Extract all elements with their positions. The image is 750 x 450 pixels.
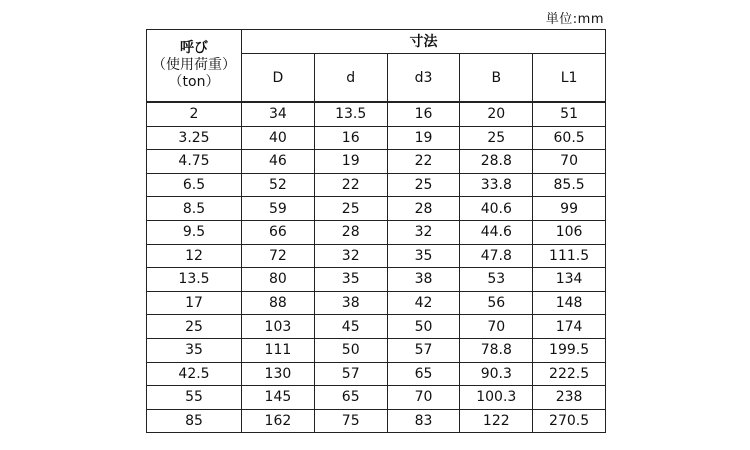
dimension-cell: 99 [533, 197, 606, 221]
dimension-cell: 100.3 [460, 386, 533, 410]
dimension-cell: 56 [460, 291, 533, 315]
dimension-table [146, 29, 606, 433]
load-cell: 42.5 [147, 362, 242, 386]
dimension-cell: 65 [387, 362, 460, 386]
load-cell: 13.5 [147, 268, 242, 292]
dimension-cell: 50 [314, 338, 387, 362]
table-row [147, 244, 606, 268]
dimension-cell: 34 [242, 102, 315, 126]
dimension-cell: 25 [460, 126, 533, 150]
dimension-cell: 32 [387, 220, 460, 244]
dimension-cell: 38 [314, 291, 387, 315]
dimension-cell: 85.5 [533, 173, 606, 197]
load-cell: 4.75 [147, 150, 242, 174]
dimension-cell: 35 [314, 268, 387, 292]
dimension-cell: 70 [533, 150, 606, 174]
dimension-cell: 51 [533, 102, 606, 126]
load-cell: 3.25 [147, 126, 242, 150]
column-header-d3: d3 [387, 54, 460, 103]
dimension-cell: 122 [460, 409, 533, 433]
table-body [147, 102, 606, 433]
load-cell: 8.5 [147, 197, 242, 221]
column-header-d: d [314, 54, 387, 103]
load-cell: 9.5 [147, 220, 242, 244]
dimension-cell: 75 [314, 409, 387, 433]
column-header-D: D [242, 54, 315, 103]
dimension-cell: 40.6 [460, 197, 533, 221]
dimension-cell: 80 [242, 268, 315, 292]
key-header-line3: （ton） [168, 73, 220, 90]
dimension-cell: 44.6 [460, 220, 533, 244]
dimension-cell: 148 [533, 291, 606, 315]
load-cell: 2 [147, 102, 242, 126]
dimension-cell: 111.5 [533, 244, 606, 268]
table-row [147, 338, 606, 362]
load-cell: 17 [147, 291, 242, 315]
dimension-cell: 16 [314, 126, 387, 150]
column-header-L1: L1 [533, 54, 606, 103]
table-header [147, 30, 606, 103]
dimension-cell: 35 [387, 244, 460, 268]
load-cell: 55 [147, 386, 242, 410]
load-cell: 35 [147, 338, 242, 362]
dimension-cell: 174 [533, 315, 606, 339]
load-cell: 85 [147, 409, 242, 433]
dimension-cell: 130 [242, 362, 315, 386]
table-row [147, 102, 606, 126]
dimension-cell: 270.5 [533, 409, 606, 433]
table-row [147, 220, 606, 244]
table-row [147, 291, 606, 315]
dimension-cell: 38 [387, 268, 460, 292]
dimension-cell: 46 [242, 150, 315, 174]
dimension-cell: 25 [387, 173, 460, 197]
key-header-line2: （使用荷重） [152, 57, 236, 74]
dimension-cell: 66 [242, 220, 315, 244]
dimension-cell: 45 [314, 315, 387, 339]
dimension-cell: 78.8 [460, 338, 533, 362]
dimension-cell: 57 [387, 338, 460, 362]
dimension-cell: 60.5 [533, 126, 606, 150]
dimension-cell: 65 [314, 386, 387, 410]
key-column-header [147, 30, 242, 103]
dimension-cell: 22 [387, 150, 460, 174]
dimension-cell: 57 [314, 362, 387, 386]
dimension-cell: 28 [387, 197, 460, 221]
dimension-cell: 22 [314, 173, 387, 197]
dimension-cell: 72 [242, 244, 315, 268]
dimension-cell: 52 [242, 173, 315, 197]
column-header-B: B [460, 54, 533, 103]
dimension-cell: 238 [533, 386, 606, 410]
dimension-cell: 145 [242, 386, 315, 410]
dimension-cell: 40 [242, 126, 315, 150]
load-cell: 12 [147, 244, 242, 268]
table-row [147, 197, 606, 221]
table-row [147, 386, 606, 410]
dimension-cell: 199.5 [533, 338, 606, 362]
dimension-cell: 16 [387, 102, 460, 126]
table-row [147, 362, 606, 386]
dimension-cell: 50 [387, 315, 460, 339]
dimension-cell: 106 [533, 220, 606, 244]
dimension-cell: 83 [387, 409, 460, 433]
unit-label: 単位:mm [545, 12, 604, 27]
dimension-cell: 70 [387, 386, 460, 410]
dimension-cell: 25 [314, 197, 387, 221]
dimension-cell: 47.8 [460, 244, 533, 268]
dimension-cell: 28 [314, 220, 387, 244]
dimensions-group-header: 寸法 [242, 30, 606, 54]
dimension-cell: 222.5 [533, 362, 606, 386]
dimension-cell: 88 [242, 291, 315, 315]
dimension-cell: 13.5 [314, 102, 387, 126]
table-row [147, 150, 606, 174]
dimension-cell: 32 [314, 244, 387, 268]
table-row [147, 315, 606, 339]
dimension-cell: 42 [387, 291, 460, 315]
dimension-cell: 28.8 [460, 150, 533, 174]
dimension-cell: 53 [460, 268, 533, 292]
load-cell: 25 [147, 315, 242, 339]
dimension-cell: 111 [242, 338, 315, 362]
dimension-cell: 59 [242, 197, 315, 221]
load-cell: 6.5 [147, 173, 242, 197]
dimension-cell: 90.3 [460, 362, 533, 386]
table-row [147, 409, 606, 433]
table-row [147, 173, 606, 197]
table-row [147, 268, 606, 292]
dimension-cell: 33.8 [460, 173, 533, 197]
dimension-cell: 162 [242, 409, 315, 433]
table-row [147, 126, 606, 150]
dimension-cell: 134 [533, 268, 606, 292]
key-header-line1: 呼び [180, 40, 208, 57]
dimension-cell: 19 [387, 126, 460, 150]
dimension-cell: 70 [460, 315, 533, 339]
dimension-cell: 20 [460, 102, 533, 126]
dimension-cell: 103 [242, 315, 315, 339]
dimension-cell: 19 [314, 150, 387, 174]
